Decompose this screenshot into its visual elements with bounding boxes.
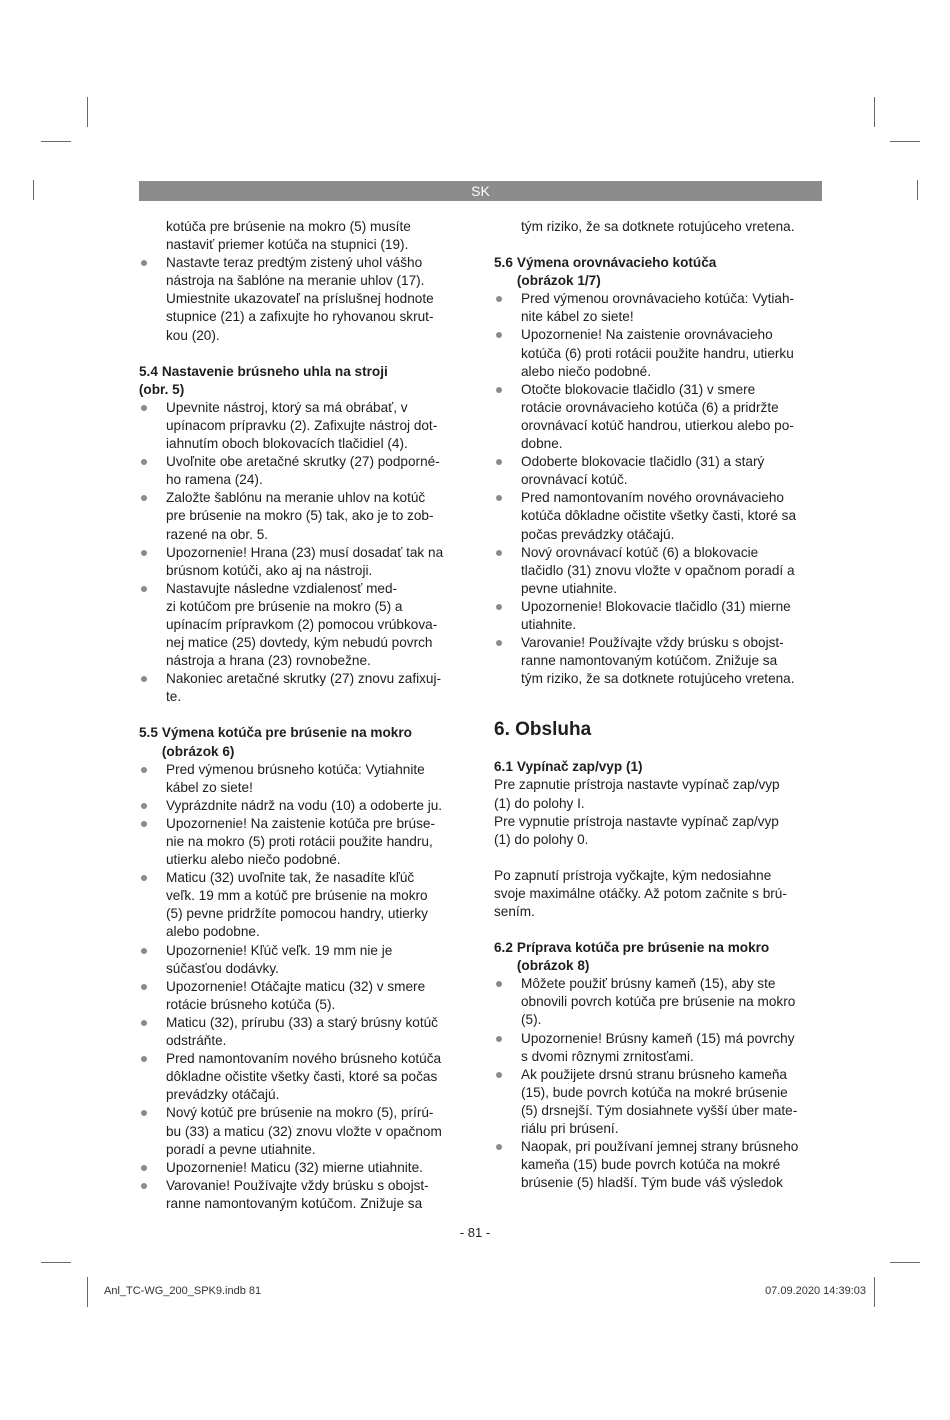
bullet-icon	[496, 640, 502, 646]
list-item: Upozornenie! Hrana (23) musí dosadať tak na brúsnom kotúči, ako aj na nástroji.	[139, 544, 472, 580]
list-item: Upozornenie! Kľúč veľk. 19 mm nie je súčasťou dodávky.	[139, 942, 472, 978]
paragraph: tým riziko, že sa dotknete rotujúceho vretena.	[521, 219, 795, 234]
bullet-list	[139, 254, 472, 344]
list-item: Nový kotúč pre brúsenie na mokro (5), prírú- bu (33) a maticu (32) znovu vložte v opačnom poradí a pevne utiahnite.	[139, 1104, 472, 1158]
bullet-list	[494, 290, 824, 688]
bullet-icon	[141, 459, 147, 465]
bullet-icon	[496, 387, 502, 393]
bullet-icon	[496, 1072, 502, 1078]
bullet-icon	[141, 984, 147, 990]
list-item: Upozornenie! Brúsny kameň (15) má povrchy s dvomi rôznymi zrnitosťami.	[494, 1030, 824, 1066]
list-item: Nakoniec aretačné skrutky (27) znovu zafixuj- te.	[139, 670, 472, 706]
list-item: Varovanie! Používajte vždy brúsku s obojst- ranne namontovaným kotúčom. Znižuje sa	[139, 1177, 472, 1213]
crop-mark	[41, 1262, 71, 1263]
list-item: Maticu (32), prírubu (33) a starý brúsny kotúč odstráňte.	[139, 1014, 472, 1050]
bullet-icon	[141, 260, 147, 266]
section-heading: 6.1 Vypínač zap/vyp (1)	[494, 759, 643, 775]
list-item: Vyprázdnite nádrž na vodu (10) a odoberte ju.	[139, 797, 472, 815]
crop-mark	[874, 97, 875, 127]
crop-mark	[87, 1277, 88, 1307]
file-info: Anl_TC-WG_200_SPK9.indb 81	[104, 1285, 262, 1297]
list-item: Pred namontovaním nového brúsneho kotúča dôkladne očistite všetky časti, ktoré sa počas prevádzky otáčajú.	[139, 1050, 472, 1104]
language-band	[139, 181, 822, 201]
list-item: Nastavte teraz predtým zistený uhol vášho nástroja na šablóne na meranie uhlov (17). Umiestnite ukazovateľ na príslušnej hodnote stupnice (21) a zafixujte ho ryhovanou skrut- kou (20).	[139, 254, 472, 344]
list-item: Upozornenie! Otáčajte maticu (32) v smere rotácie brúsneho kotúča (5).	[139, 978, 472, 1014]
list-item: Naopak, pri používaní jemnej strany brúsneho kameňa (15) bude povrch kotúča na mokré brúsenie (5) hladší. Tým bude váš výsledok	[494, 1138, 824, 1192]
bullet-icon	[141, 948, 147, 954]
bullet-icon	[141, 405, 147, 411]
right-column	[494, 218, 824, 1192]
bullet-icon	[141, 550, 147, 556]
bullet-icon	[496, 459, 502, 465]
bullet-icon	[496, 296, 502, 302]
language-label: SK	[471, 183, 490, 199]
list-item: Pred namontovaním nového orovnávacieho kotúča dôkladne očistite všetky časti, ktoré sa počas prevádzky otáčajú.	[494, 489, 824, 543]
bullet-icon	[141, 821, 147, 827]
left-column	[139, 218, 472, 1213]
list-item: Odoberte blokovacie tlačidlo (31) a starý orovnávací kotúč.	[494, 453, 824, 489]
list-item: Upozornenie! Na zaistenie kotúča pre brúse- nie na mokro (5) proti rotácii použite handru, utierku alebo niečo podobné.	[139, 815, 472, 869]
bullet-icon	[496, 550, 502, 556]
bullet-icon	[496, 604, 502, 610]
list-item: Upozornenie! Maticu (32) mierne utiahnite.	[139, 1159, 472, 1177]
list-item: Upozornenie! Na zaistenie orovnávacieho kotúča (6) proti rotácii použite handru, utierku alebo niečo podobné.	[494, 326, 824, 380]
bullet-icon	[141, 1165, 147, 1171]
list-item: Otočte blokovacie tlačidlo (31) v smere rotácie orovnávacieho kotúča (6) a pridržte orovnávací kotúč handrou, utierkou alebo po- dobne.	[494, 381, 824, 453]
crop-mark	[87, 97, 88, 127]
bullet-icon	[141, 1110, 147, 1116]
bullet-icon	[141, 1183, 147, 1189]
crop-mark	[41, 141, 71, 142]
bullet-icon	[141, 495, 147, 501]
bullet-list	[139, 761, 472, 1213]
bullet-icon	[496, 332, 502, 338]
paragraph: kotúča pre brúsenie na mokro (5) musíte nastaviť priemer kotúča na stupnici (19).	[166, 219, 411, 253]
bullet-icon	[141, 1056, 147, 1062]
bullet-icon	[141, 767, 147, 773]
list-item: Upevnite nástroj, ktorý sa má obrábať, v upínacom prípravku (2). Zafixujte nástroj dot- iahnutím oboch blokovacích tlačidiel (4).	[139, 399, 472, 453]
bullet-icon	[141, 1020, 147, 1026]
crop-mark	[917, 180, 918, 200]
list-item: Založte šablónu na meranie uhlov na kotúč pre brúsenie na mokro (5) tak, ako je to zob- razené na obr. 5.	[139, 489, 472, 543]
bullet-icon	[496, 495, 502, 501]
paragraph: Pre zapnutie prístroja nastavte vypínač zap/vyp (1) do polohy I. Pre vypnutie prístroja nastavte vypínač zap/vyp (1) do polohy 0.	[494, 777, 780, 847]
bullet-icon	[141, 586, 147, 592]
section-heading: 5.4 Nastavenie brúsneho uhla na stroji (obr. 5)	[138, 363, 388, 397]
list-item: Nový orovnávací kotúč (6) a blokovacie tlačidlo (31) znovu vložte v opačnom poradí a pevne utiahnite.	[494, 544, 824, 598]
paragraph: Po zapnutí prístroja vyčkajte, kým nedosiahne svoje maximálne otáčky. Až potom začnite s brú- sením.	[494, 867, 787, 919]
bullet-icon	[141, 676, 147, 682]
bullet-list	[494, 975, 824, 1192]
list-item: Nastavujte následne vzdialenosť med- zi kotúčom pre brúsenie na mokro (5) a upínacím prípravkom (2) pomocou vrúbkova- nej matice (25) dovtedy, kým nebudú povrch nástroja a hrana (23) rovnobežne.	[139, 580, 472, 670]
list-item: Uvoľnite obe aretačné skrutky (27) podporné- ho ramena (24).	[139, 453, 472, 489]
bullet-icon	[141, 875, 147, 881]
bullet-icon	[496, 981, 502, 987]
bullet-icon	[496, 1036, 502, 1042]
crop-mark	[890, 141, 920, 142]
list-item: Môžete použiť brúsny kameň (15), aby ste obnovili povrch kotúča pre brúsenie na mokro (5).	[494, 975, 824, 1029]
print-timestamp: 07.09.2020 14:39:03	[765, 1285, 866, 1297]
crop-mark	[33, 180, 34, 200]
page-number: - 81 -	[459, 1225, 491, 1240]
list-item: Varovanie! Používajte vždy brúsku s obojst- ranne namontovaným kotúčom. Znižuje sa tým riziko, že sa dotknete rotujúceho vretena.	[494, 634, 824, 688]
list-item: Pred výmenou brúsneho kotúča: Vytiahnite kábel zo siete!	[139, 761, 472, 797]
list-item: Maticu (32) uvoľnite tak, že nasadíte kľúč veľk. 19 mm a kotúč pre brúsenie na mokro (5) pevne pridržíte pomocou handry, utierky alebo podobne.	[139, 869, 472, 941]
list-item: Upozornenie! Blokovacie tlačidlo (31) mierne utiahnite.	[494, 598, 824, 634]
section-heading: 5.5 Výmena kotúča pre brúsenie na mokro (obrázok 6)	[139, 725, 412, 759]
crop-mark	[874, 1277, 875, 1307]
list-item: Ak použijete drsnú stranu brúsneho kameňa (15), bude povrch kotúča na mokré brúsenie (5) drsnejší. Tým dosiahnete vyšší úber mate- riálu pri brúsení.	[494, 1066, 824, 1138]
list-item: Pred výmenou orovnávacieho kotúča: Vytiah- nite kábel zo siete!	[494, 290, 824, 326]
crop-mark	[890, 1262, 920, 1263]
bullet-list	[139, 399, 472, 707]
section-heading: 5.6 Výmena orovnávacieho kotúča (obrázok 1/7)	[494, 255, 717, 289]
bullet-icon	[141, 803, 147, 809]
section-heading: 6.2 Príprava kotúča pre brúsenie na mokro (obrázok 8)	[494, 940, 770, 974]
chapter-title: 6. Obsluha	[494, 719, 592, 741]
bullet-icon	[496, 1144, 502, 1150]
